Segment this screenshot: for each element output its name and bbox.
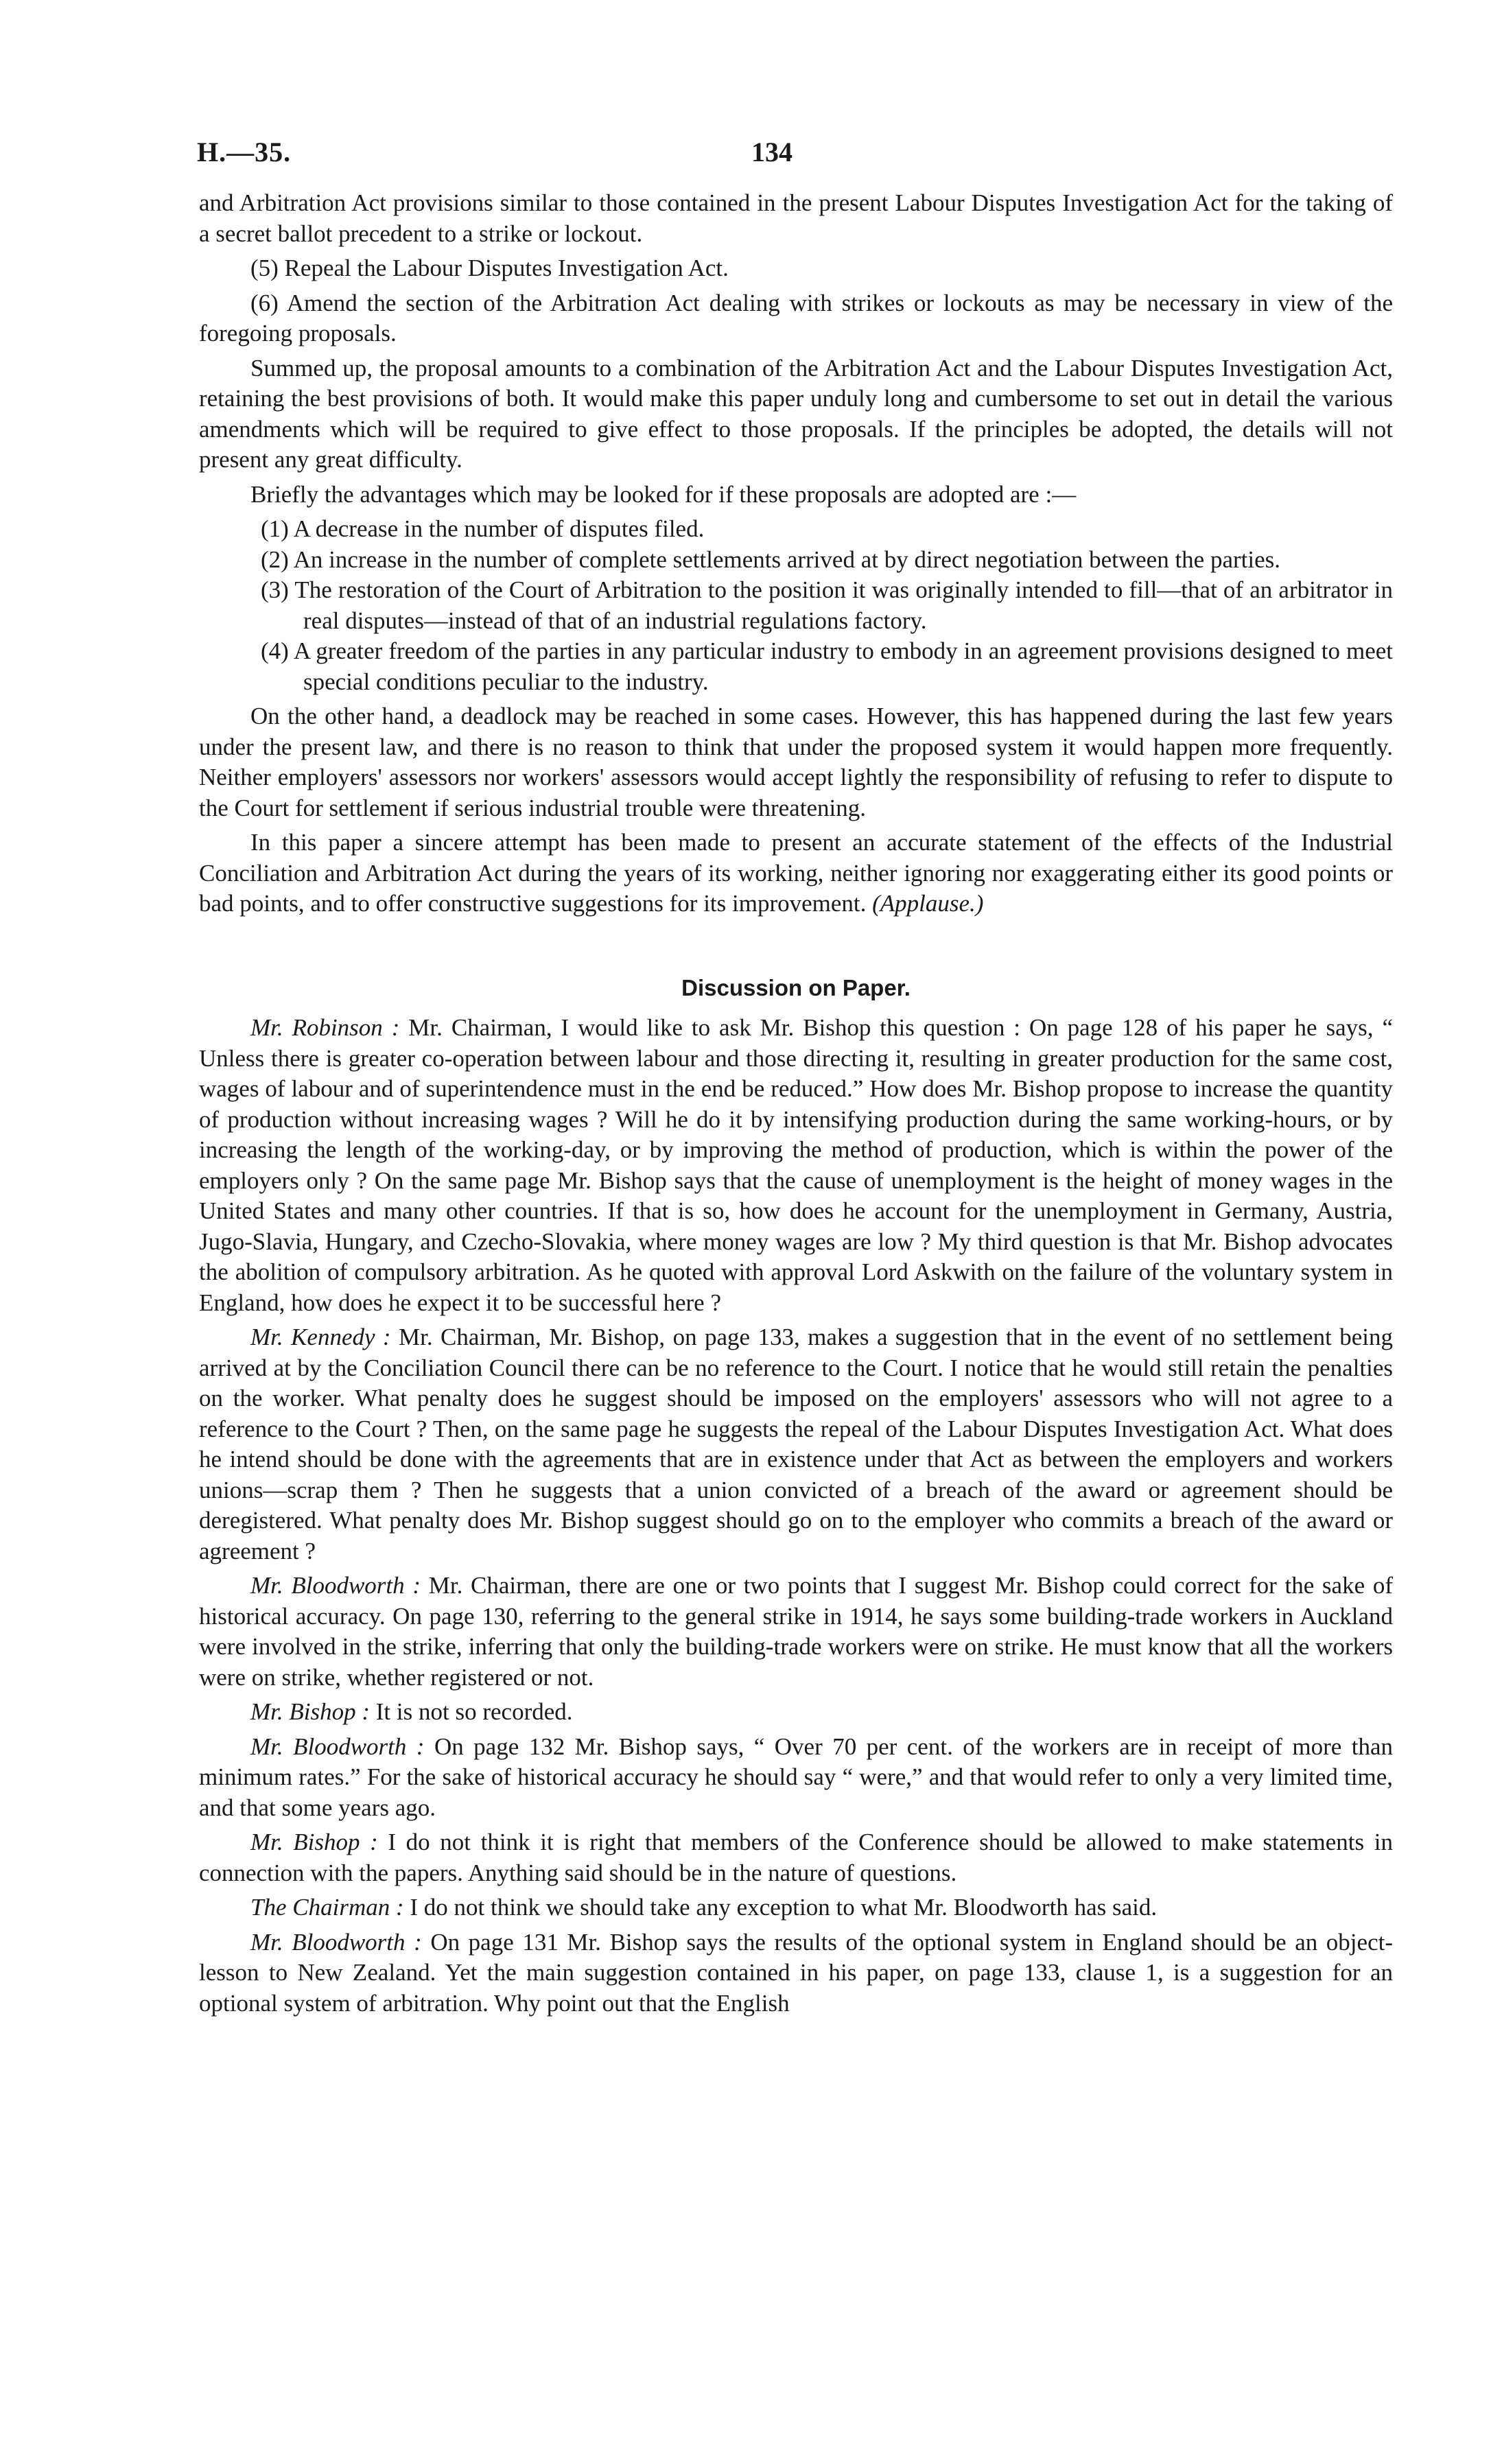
discussion-entry (199, 1732, 1393, 1824)
speech-text: I do not think it is right that members of the Conference should be allowed to make statements in connection with the papers. Anything said should be in the nature of questions. (199, 1829, 1393, 1886)
discussion-entry (199, 1697, 1393, 1728)
page-number: 134 (751, 137, 793, 167)
advantages-list (199, 514, 1393, 697)
document-page (199, 137, 1393, 2023)
list-item: (1) A decrease in the number of disputes filed. (261, 515, 705, 542)
speech-text: Mr. Chairman, I would like to ask Mr. Bishop this question : On page 128 of his paper he says, “ Unless there is greater co-operation between labour and those directing it, resulting in greater production for the same cost, wages of labour and of superintendence must in the end be reduced.” How does Mr. Bishop propose to increase the quantity of production without increasing wages ? Will he do it by intensifying production during the same working-hours, or by increasing the length of the working-day, or by improving the method of production, which is within the power of the employers only ? On the same page Mr. Bishop says that the cause of unemployment is the height of money wages in the United States and many other countries. If that is so, how does he account for the unemployment in Germany, Austria, Jugo-Slavia, Hungary, and Czecho-Slovakia, where money wages are low ? My third question is that Mr. Bishop advocates the abolition of compulsory arbitration. As he quoted with approval Lord Askwith on the failure of the voluntary system in England, how does he expect it to be successful here ? (199, 1014, 1393, 1316)
paragraph-continuation: and Arbitration Act provisions similar to those contained in the present Labour Disputes Investigation Act for the taking of a secret ballot precedent to a strike or lockout. (199, 189, 1393, 247)
speaker-name: Mr. Bishop : (250, 1698, 371, 1725)
speech-text: I do not think we should take any exception to what Mr. Bloodworth has said. (403, 1894, 1158, 1921)
list-item: (3) The restoration of the Court of Arbitration to the position it was originally intended to fill—that of an arbitrator in real disputes—instead of that of an industrial regulations factory. (261, 576, 1393, 634)
speaker-name: The Chairman : (250, 1894, 404, 1921)
applause-note: (Applause.) (872, 890, 984, 917)
speaker-name: Mr. Kennedy : (250, 1324, 391, 1350)
speech-text: Mr. Chairman, there are one or two points that I suggest Mr. Bishop could correct for the sake of historical accuracy. On page 130, referring to the general strike in 1914, he says some building-trade workers in Auckland were involved in the strike, inferring that only the building-trade workers were on strike. He must know that all the workers were on strike, whether registered or not. (199, 1572, 1393, 1691)
speech-text: On page 131 Mr. Bishop says the results of the optional system in England should be an object-lesson to New Zealand. Yet the main suggestion contained in his paper, on page 133, clause 1, is a suggestion for an optional system of arbitration. Why point out that the English (199, 1928, 1393, 2017)
speaker-name: Mr. Bloodworth : (250, 1572, 421, 1599)
speech-text: On page 132 Mr. Bishop says, “ Over 70 per cent. of the workers are in receipt of more than minimum rates.” For the sake of historical accuracy he should say “ were,” and that would refer to only a very limited time, and that some years ago. (199, 1733, 1393, 1821)
section-heading: Discussion on Paper. (681, 974, 911, 1000)
speaker-name: Mr. Bloodworth : (250, 1733, 425, 1760)
list-item: (4) A greater freedom of the parties in any particular industry to embody in an agreement provisions designed to meet special conditions peculiar to the industry. (261, 637, 1393, 695)
speaker-name: Mr. Robinson : (250, 1014, 400, 1041)
paragraph-closing (199, 828, 1393, 919)
paragraph-advantages-intro: Briefly the advantages which may be looked for if these proposals are adopted are :— (250, 480, 1077, 508)
page-header (199, 137, 1393, 178)
discussion-entry (199, 1892, 1393, 1923)
speech-text: It is not so recorded. (370, 1698, 573, 1725)
document-reference: H.—35. (197, 137, 292, 167)
proposal-item-6: (6) Amend the section of the Arbitration Act dealing with strikes or lockouts as may be necessary in view of the foregoing proposals. (199, 289, 1393, 347)
closing-text: In this paper a sincere attempt has been made to present an accurate statement of the effects of the Industrial Conciliation and Arbitration Act during the years of its working, neither ignoring nor exaggerating either its good points or bad points, and to offer constructive suggestions for its improvement. (199, 829, 1393, 917)
paragraph-deadlock: On the other hand, a deadlock may be reached in some cases. However, this has happened during the last few years under the present law, and there is no reason to think that under the proposed system it would happen more frequently. Neither employers' assessors nor workers' assessors would accept lightly the responsibility of refusing to refer to dispute to the Court for settlement if serious industrial trouble were threatening. (199, 703, 1393, 821)
proposal-item-5: (5) Repeal the Labour Disputes Investigation Act. (250, 255, 729, 281)
list-item: (2) An increase in the number of complete settlements arrived at by direct negotiation between the parties. (261, 545, 1280, 573)
discussion-entry (199, 1571, 1393, 1693)
discussion-entry (199, 1927, 1393, 2019)
speech-text: Mr. Chairman, Mr. Bishop, on page 133, makes a suggestion that in the event of no settlement being arrived at by the Conciliation Council there can be no reference to the Court. I notice that he would still retain the penalties on the worker. What penalty does he suggest should be imposed on the employers' assessors who will not agree to a reference to the Court ? Then, on the same page he suggests the repeal of the Labour Disputes Investigation Act. What does he intend should be done with the agreements that are in existence under that Act as between the employers and workers unions—scrap them ? Then he suggests that a union convicted of a breach of the award or agreement should be deregistered. What penalty does Mr. Bishop suggest should go on to the employer who commits a breach of the award or agreement ? (199, 1324, 1393, 1564)
discussion-entry (199, 1827, 1393, 1888)
discussion-entry (199, 1013, 1393, 1318)
paragraph-summary: Summed up, the proposal amounts to a combination of the Arbitration Act and the Labour Disputes Investigation Act, retaining the best provisions of both. It would make this paper unduly long and cumbersome to set out in detail the various amendments which will be required to give effect to those proposals. If the principles be adopted, the details will not present any great difficulty. (199, 354, 1393, 473)
speaker-name: Mr. Bloodworth : (250, 1928, 422, 1956)
discussion-entry (199, 1322, 1393, 1567)
speaker-name: Mr. Bishop : (250, 1829, 378, 1855)
